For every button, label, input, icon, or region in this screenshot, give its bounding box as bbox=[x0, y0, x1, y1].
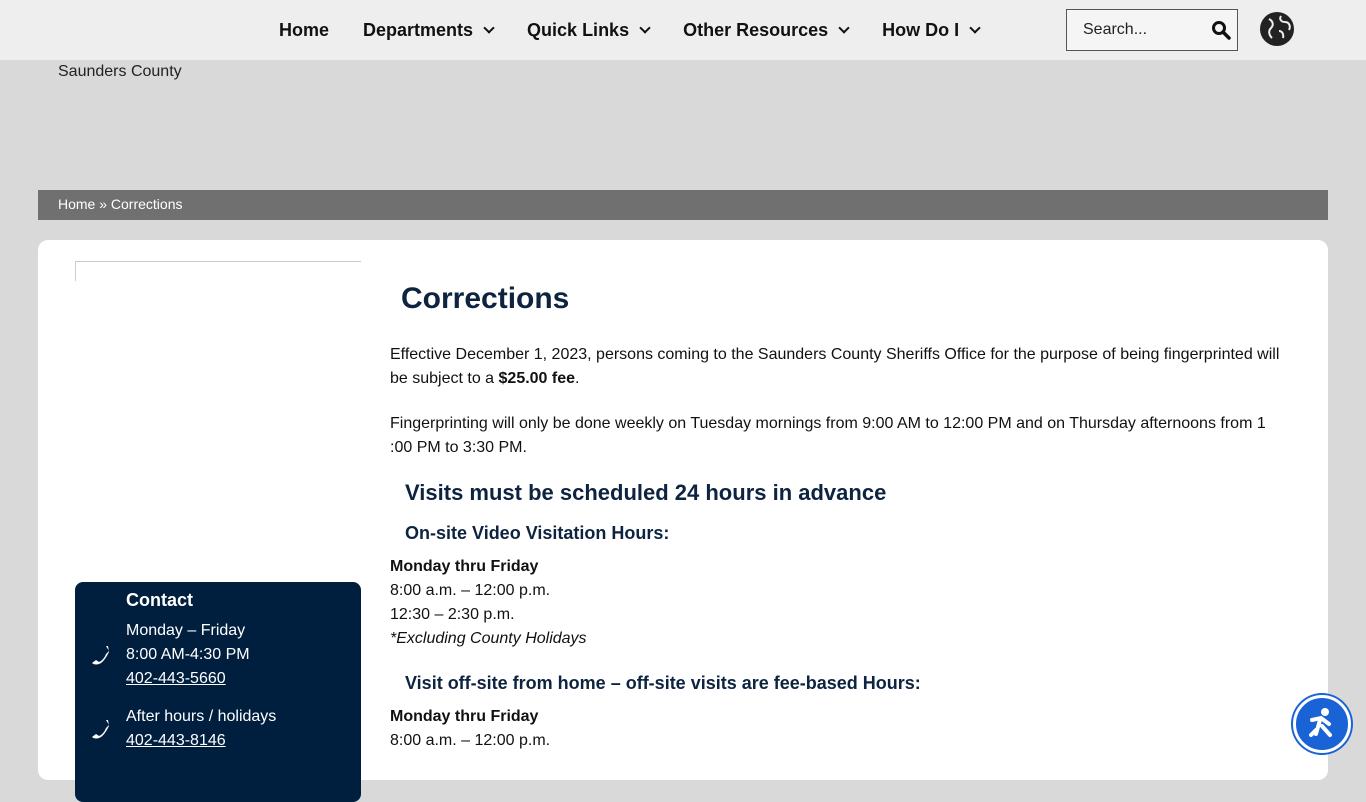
top-navigation bbox=[0, 0, 1366, 60]
contact-box bbox=[75, 582, 361, 802]
accessibility-button[interactable] bbox=[1293, 695, 1351, 753]
nav-other-resources[interactable] bbox=[683, 20, 848, 41]
contact-row bbox=[126, 705, 361, 753]
chevron-down-icon bbox=[838, 22, 849, 33]
fee-amount: $25.00 fee bbox=[498, 370, 576, 387]
contact-title: Contact bbox=[126, 590, 193, 610]
holiday-note: *Excluding County Holidays bbox=[390, 630, 587, 647]
nav-how-do-i[interactable] bbox=[882, 20, 979, 41]
globe-icon[interactable] bbox=[1259, 11, 1295, 47]
sidebar-image bbox=[75, 261, 361, 281]
nav-label: Quick Links bbox=[527, 19, 630, 40]
breadcrumb[interactable]: Home » Corrections bbox=[38, 190, 1328, 220]
offsite-heading: Visit off-site from home – off-site visits are fee-based Hours: bbox=[405, 673, 921, 693]
logo[interactable]: Saunders County bbox=[58, 63, 182, 80]
fee-text: Effective December 1, 2023, persons coming to the Saunders County Sheriffs Office for the purpose of being fingerprinted will be subject to a bbox=[390, 346, 1280, 387]
contact-hours-time: 8:00 AM-4:30 PM bbox=[126, 646, 250, 663]
nav-quick-links[interactable] bbox=[527, 20, 649, 41]
content-card bbox=[38, 240, 1328, 780]
fee-paragraph bbox=[390, 343, 1280, 391]
contact-row bbox=[126, 619, 361, 691]
search-icon[interactable] bbox=[1211, 20, 1231, 40]
phone-link[interactable]: 402-443-5660 bbox=[126, 670, 226, 687]
main-content bbox=[390, 280, 1280, 753]
nav-label: How Do I bbox=[882, 19, 960, 40]
onsite-time-2: 12:30 – 2:30 p.m. bbox=[390, 606, 515, 623]
accessibility-icon bbox=[1296, 698, 1348, 750]
nav-home[interactable] bbox=[279, 20, 329, 41]
offsite-time-1: 8:00 a.m. – 12:00 p.m. bbox=[390, 732, 551, 749]
visits-heading: Visits must be scheduled 24 hours in advance bbox=[405, 480, 887, 505]
phone-icon bbox=[89, 718, 111, 740]
contact-after-hours: After hours / holidays bbox=[126, 708, 277, 725]
onsite-heading: On-site Video Visitation Hours: bbox=[405, 523, 670, 543]
search-input[interactable] bbox=[1066, 9, 1238, 51]
onsite-time-1: 8:00 a.m. – 12:00 p.m. bbox=[390, 582, 551, 599]
contact-hours-days: Monday – Friday bbox=[126, 622, 246, 639]
page-title: Corrections bbox=[401, 282, 570, 315]
phone-icon bbox=[89, 644, 111, 666]
fingerprint-paragraph: Fingerprinting will only be done weekly on Tuesday mornings from 9:00 AM to 12:00 PM and on Thursday afternoons from 1 :00 PM to 3:30 PM. bbox=[390, 415, 1266, 456]
nav-departments[interactable] bbox=[363, 20, 493, 41]
chevron-down-icon bbox=[483, 22, 494, 33]
offsite-days: Monday thru Friday bbox=[390, 708, 539, 725]
onsite-days: Monday thru Friday bbox=[390, 558, 539, 575]
nav-label: Home bbox=[279, 19, 330, 40]
main-menu bbox=[262, 0, 996, 60]
nav-label: Other Resources bbox=[683, 19, 829, 40]
chevron-down-icon bbox=[969, 22, 980, 33]
chevron-down-icon bbox=[639, 22, 650, 33]
phone-link[interactable]: 402-443-8146 bbox=[126, 732, 226, 749]
fee-text-end: . bbox=[575, 370, 580, 387]
onsite-hours bbox=[390, 555, 1280, 651]
nav-label: Departments bbox=[363, 19, 474, 40]
search-placeholder: Search... bbox=[1083, 21, 1148, 38]
